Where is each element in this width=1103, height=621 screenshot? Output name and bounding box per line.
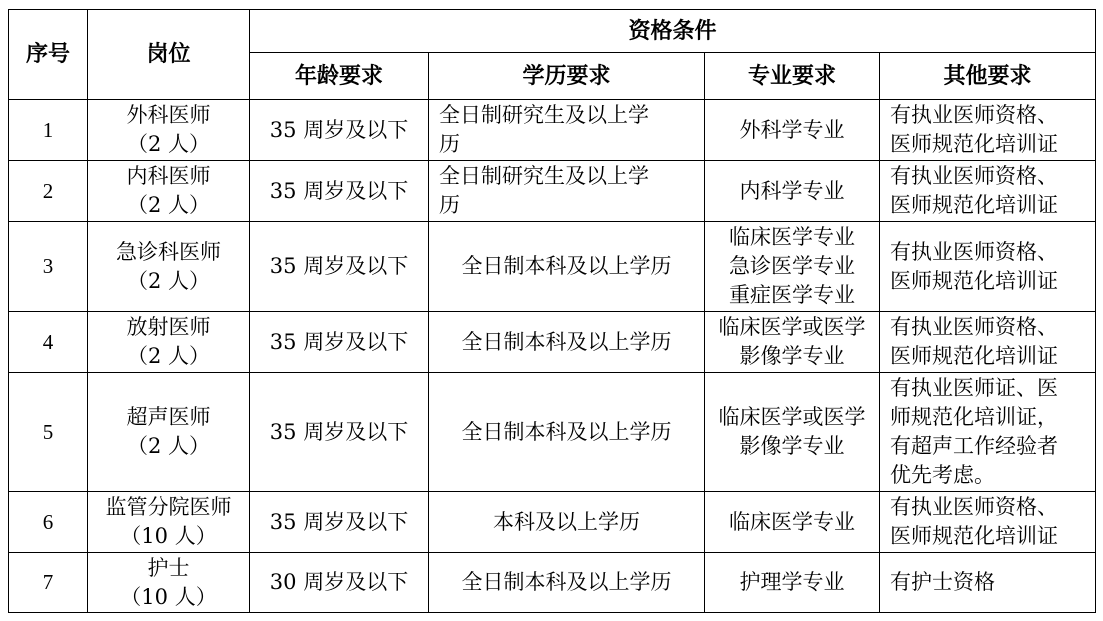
header-other: 其他要求 [880, 53, 1096, 100]
other-line: 医师规范化培训证 [890, 193, 1058, 217]
position-count: （2 人） [126, 193, 211, 217]
cell-other [880, 373, 1096, 492]
major-line: 临床医学或医学 [718, 405, 866, 429]
position-count: （2 人） [126, 268, 211, 293]
cell-major [705, 161, 880, 222]
position-count: （2 人） [126, 344, 211, 368]
header-age: 年龄要求 [250, 53, 429, 100]
recruitment-table [8, 9, 1096, 613]
other-line: 有执业医师资格、 [890, 495, 1058, 519]
position-name: 内科医师 [126, 164, 211, 188]
education-line: 历 [439, 193, 460, 217]
cell-other [880, 222, 1096, 312]
major-line: 急诊医学专业 [729, 254, 855, 278]
major-line: 外科学专业 [739, 117, 845, 142]
position-name: 护士 [147, 555, 190, 580]
cell-major [705, 373, 880, 492]
cell-seq: 3 [9, 222, 88, 312]
cell-major [705, 553, 880, 613]
cell-seq: 2 [9, 161, 88, 222]
cell-education [429, 222, 705, 312]
header-education: 学历要求 [429, 53, 705, 100]
cell-major [705, 492, 880, 553]
other-line: 医师规范化培训证 [890, 132, 1058, 156]
cell-seq: 4 [9, 312, 88, 373]
cell-education [429, 553, 705, 613]
education-line: 全日制本科及以上学历 [461, 570, 672, 594]
cell-age: 35 周岁及以下 [250, 222, 429, 312]
position-count: （10 人） [120, 584, 217, 609]
table-row [9, 312, 1096, 373]
major-line: 内科学专业 [739, 178, 845, 203]
cell-major [705, 222, 880, 312]
position-name: 急诊科医师 [116, 239, 221, 264]
major-line: 重症医学专业 [729, 283, 855, 307]
other-line: 有执业医师资格、 [890, 315, 1058, 339]
major-line: 临床医学专业 [729, 225, 855, 249]
position-name: 外科医师 [126, 103, 211, 127]
cell-other [880, 161, 1096, 222]
cell-seq: 1 [9, 100, 88, 161]
cell-age: 35 周岁及以下 [250, 161, 429, 222]
education-line: 全日制本科及以上学历 [461, 329, 672, 354]
cell-education [429, 100, 705, 161]
cell-position [88, 492, 250, 553]
other-line: 有执业医师资格、 [890, 164, 1058, 188]
other-line: 师规范化培训证， [890, 405, 1058, 429]
education-line: 全日制本科及以上学历 [461, 254, 672, 278]
major-line: 影像学专业 [739, 434, 845, 458]
other-line: 优先考虑。 [890, 463, 995, 487]
position-count: （10 人） [120, 524, 217, 548]
cell-position [88, 222, 250, 312]
cell-position [88, 553, 250, 613]
cell-position [88, 100, 250, 161]
cell-other [880, 312, 1096, 373]
header-major: 专业要求 [705, 53, 880, 100]
cell-age: 35 周岁及以下 [250, 492, 429, 553]
cell-major [705, 312, 880, 373]
cell-age: 30 周岁及以下 [250, 553, 429, 613]
cell-seq: 7 [9, 553, 88, 613]
major-line: 临床医学或医学 [718, 315, 866, 339]
major-line: 临床医学专业 [729, 509, 855, 534]
other-line: 医师规范化培训证 [890, 524, 1058, 548]
cell-position [88, 373, 250, 492]
table-row [9, 100, 1096, 161]
cell-other [880, 100, 1096, 161]
other-line: 医师规范化培训证 [890, 344, 1058, 368]
cell-education [429, 161, 705, 222]
cell-other [880, 492, 1096, 553]
cell-age: 35 周岁及以下 [250, 100, 429, 161]
table-body [9, 100, 1096, 613]
education-line: 全日制研究生及以上学 [439, 103, 649, 127]
other-line: 有执业医师资格、 [890, 103, 1058, 127]
table-row [9, 492, 1096, 553]
cell-education [429, 492, 705, 553]
table-row [9, 373, 1096, 492]
position-name: 监管分院医师 [105, 495, 232, 519]
cell-seq: 5 [9, 373, 88, 492]
other-line: 有执业医师证、医 [890, 376, 1058, 400]
cell-position [88, 312, 250, 373]
header-position: 岗位 [88, 10, 250, 100]
position-name: 超声医师 [126, 405, 211, 429]
major-line: 护理学专业 [739, 570, 845, 594]
cell-education [429, 312, 705, 373]
cell-other [880, 553, 1096, 613]
header-seq: 序号 [9, 10, 88, 100]
header-qualifications: 资格条件 [250, 10, 1096, 53]
education-line: 全日制本科及以上学历 [461, 419, 672, 444]
position-count: （2 人） [126, 434, 211, 458]
education-line: 本科及以上学历 [493, 509, 640, 534]
other-line: 有超声工作经验者 [890, 434, 1058, 458]
position-name: 放射医师 [126, 315, 211, 339]
major-line: 影像学专业 [739, 344, 845, 368]
education-line: 历 [439, 132, 460, 156]
cell-major [705, 100, 880, 161]
cell-position [88, 161, 250, 222]
position-count: （2 人） [126, 132, 211, 156]
other-line: 有执业医师资格、 [890, 239, 1058, 264]
table-row [9, 553, 1096, 613]
education-line: 全日制研究生及以上学 [439, 164, 649, 188]
other-line: 有护士资格 [890, 570, 995, 594]
cell-age: 35 周岁及以下 [250, 312, 429, 373]
other-line: 医师规范化培训证 [890, 268, 1058, 293]
table-row [9, 222, 1096, 312]
table-row [9, 161, 1096, 222]
cell-age: 35 周岁及以下 [250, 373, 429, 492]
header-row-1 [9, 10, 1096, 53]
cell-education [429, 373, 705, 492]
cell-seq: 6 [9, 492, 88, 553]
